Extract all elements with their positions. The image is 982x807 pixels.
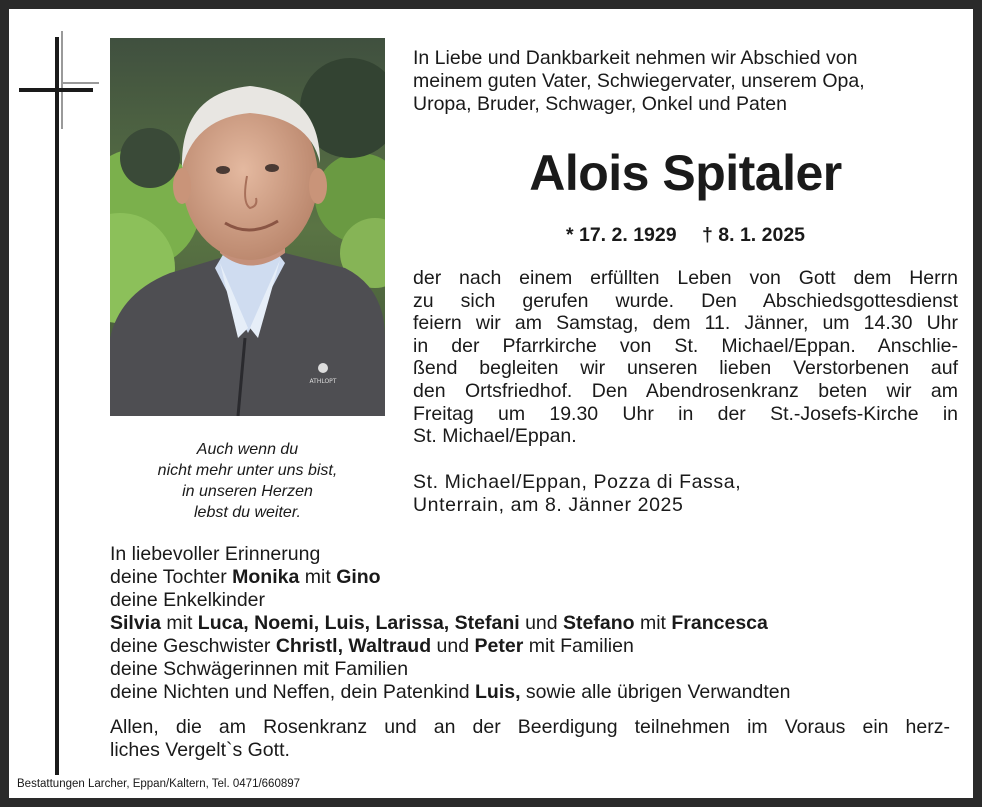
announcement-body — [413, 267, 958, 448]
mourner-text: mit — [634, 612, 672, 634]
body-line: zu sich gerufen wurde. Den Abschiedsgottesdienst — [413, 289, 958, 312]
mourner-name: Luis, — [475, 681, 521, 703]
body-line: der nach einem erfüllten Leben von Gott dem Herrn — [413, 267, 958, 289]
mourner-line — [110, 681, 960, 704]
mourner-line — [110, 566, 960, 589]
mourners-list — [110, 543, 960, 704]
intro-line: Uropa, Bruder, Schwager, Onkel und Paten — [413, 93, 787, 115]
mourner-text: und — [431, 635, 475, 657]
intro-line: In Liebe und Dankbarkeit nehmen wir Abschied von — [413, 47, 858, 69]
mourner-line: deine Enkelkinder — [110, 589, 266, 611]
mourner-name: Francesca — [671, 612, 768, 634]
mourner-name: Peter — [474, 635, 524, 657]
death-date: † 8. 1. 2025 — [702, 224, 806, 246]
mourner-text: und — [519, 612, 564, 634]
place-line: St. Michael/Eppan, Pozza di Fassa, — [413, 471, 742, 493]
mourner-text: deine Tochter — [110, 566, 233, 588]
mourner-name: Stefano — [563, 612, 635, 634]
mourner-name: Silvia — [110, 612, 161, 634]
intro-line: meinem guten Vater, Schwiegervater, unserem Opa, — [413, 70, 865, 92]
mourner-name: Christl, Waltraud — [275, 635, 432, 657]
mourner-text: mit — [299, 566, 337, 588]
mourner-text: sowie alle übrigen Verwandten — [520, 681, 791, 703]
birth-date: * 17. 2. 1929 — [565, 224, 677, 246]
closing-line: Allen, die am Rosenkranz und an der Beerdigung teilnehmen im Voraus ein herz- — [110, 716, 950, 738]
intro-text — [413, 47, 958, 116]
quote — [110, 439, 385, 523]
body-line: den Ortsfriedhof. Den Abendrosenkranz beten wir am — [413, 379, 958, 402]
mourner-text: mit — [160, 612, 198, 634]
quote-line: nicht mehr unter uns bist, — [157, 462, 338, 479]
mourner-line: deine Schwägerinnen mit Familien — [110, 658, 409, 680]
cross-crossbar — [19, 88, 93, 92]
body-line: in der Pfarrkirche von St. Michael/Eppan. Anschlie- — [413, 334, 958, 357]
place-line: Unterrain, am 8. Jänner 2025 — [413, 494, 684, 516]
deceased-name: Alois Spitaler — [529, 145, 842, 201]
cross-shadow-horizontal — [63, 82, 99, 84]
body-line: feiern wir am Samstag, dem 11. Jänner, um 14.30 Uhr — [413, 312, 958, 335]
mourner-line — [110, 612, 960, 635]
mourner-text: deine Nichten und Neffen, dein Patenkind — [110, 681, 475, 703]
sweater-logo-text: ATHLOPT — [309, 378, 337, 385]
life-dates — [413, 223, 958, 247]
mourner-text: mit Familien — [523, 635, 634, 657]
quote-line: lebst du weiter. — [193, 504, 301, 521]
mourner-line: In liebevoller Erinnerung — [110, 543, 321, 565]
place-date — [413, 471, 958, 517]
mourner-name: Luca, Noemi, Luis, Larissa, Stefani — [197, 612, 520, 634]
mourner-text: deine Geschwister — [110, 635, 276, 657]
body-line: Freitag um 19.30 Uhr in der St.-Josefs-Kirche in — [413, 402, 958, 425]
mourner-line — [110, 635, 960, 658]
cross-shadow-vertical — [61, 31, 63, 129]
closing-line: liches Vergelt`s Gott. — [110, 739, 290, 761]
portrait-photo — [110, 38, 385, 416]
obituary-card — [9, 9, 973, 798]
cross-icon — [55, 37, 59, 775]
quote-line: Auch wenn du — [196, 441, 299, 458]
body-line: St. Michael/Eppan. — [413, 425, 577, 448]
funeral-home-footer: Bestattungen Larcher, Eppan/Kaltern, Tel. 0471/660897 — [17, 778, 301, 790]
closing-thanks — [110, 716, 950, 762]
body-line: ßend begleiten wir unseren lieben Verstorbenen auf — [413, 357, 958, 380]
mourner-name: Monika — [232, 566, 300, 588]
mourner-name: Gino — [336, 566, 381, 588]
quote-line: in unseren Herzen — [182, 483, 313, 500]
